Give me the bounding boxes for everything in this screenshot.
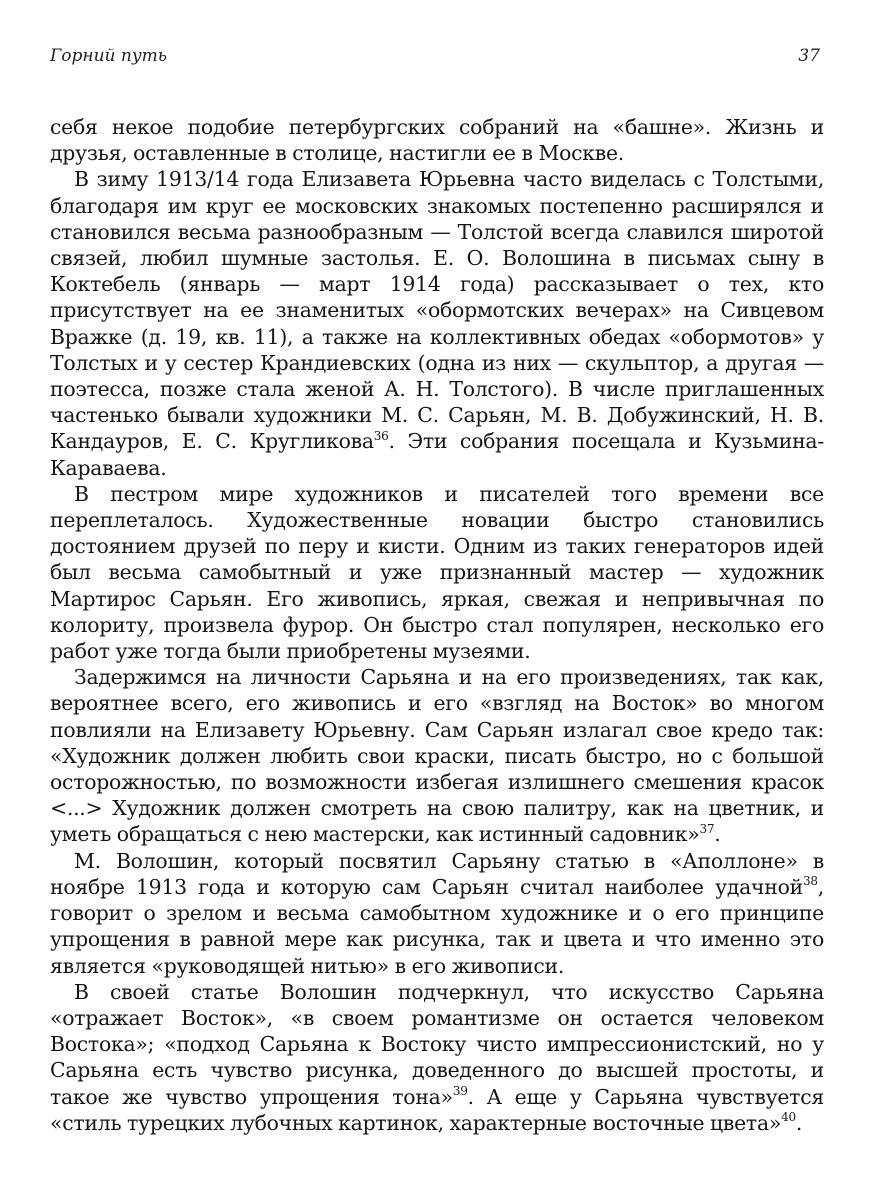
running-head-title: Горний путь: [50, 46, 168, 66]
paragraph-text: В зиму 1913/14 года Елизавета Юрьевна часто виделась с Толстыми, благодаря им круг ее московских знакомых постепенно расширялся и становился весьма разнообразным — Толстой всегда славился широтой связей, любил шумные застолья. Е. О. Волошина в письмах сыну в Коктебель (январь — март 1914 года) рассказывает о тех, кто присутствует на ее знаменитых «обормотских вечерах» на Сивцевом Вражке (д. 19, кв. 11), а также на коллективных обедах «обормотов» у Толстых и у сестер Крандиевских (одна из них — скульптор, а другая — поэтесса, позже стала женой А. Н. Толстого). В числе приглашенных частенько бывали художники М. С. Сарьян, М. В. Добужинский, Н. В. Кандауров, Е. С. Кругликова: [50, 167, 824, 454]
paragraph-text: М. Волошин, который посвятил Сарьяну статью в «Аполлоне» в ноябре 1913 года и которую сам Сарьян считал наиболее удачной: [50, 848, 824, 899]
paragraph-1: [50, 114, 824, 166]
paragraph-text: себя некое подобие петербургских собраний на «башне». Жизнь и друзья, оставленные в столице, настигли ее в Москве.: [50, 115, 824, 166]
paragraph-text: . А еще у Сарьяна чувствуется «стиль турецких лубочных картинок, характерные восточные цвета»: [50, 1084, 824, 1135]
paragraph-text: В своей статье Волошин подчеркнул, что искусство Сарьяна «отражает Восток», «в своем романтизме он остается человеком Востока»; «подход Сарьяна к Востоку чисто импрессионистский, но у Сарьяна есть чувство рисунка, доведенного до высшей простоты, и такое же чувство упрощения тона»: [50, 979, 824, 1109]
footnote-ref: 40: [781, 1109, 796, 1124]
paragraph-text: . Эти собрания посещала и Кузьмина-Караваева.: [50, 429, 824, 480]
footnote-ref: 36: [373, 428, 389, 443]
paragraph-6: [50, 979, 824, 1136]
body-text: [50, 114, 824, 1136]
paragraph-3: [50, 481, 824, 664]
running-head: [50, 46, 820, 72]
paragraph-2: [50, 166, 824, 480]
footnote-ref: 37: [699, 821, 715, 836]
paragraph-text: .: [714, 822, 721, 847]
paragraph-text: Задержимся на личности Сарьяна и на его произведениях, так как, вероятнее всего, его живопись и его «взгляд на Восток» во многом повлияли на Елизавету Юрьевну. Сам Сарьян излагал свое кредо так: «Художник должен любить свои краски, писать быстро, но с большой осторожностью, по возможности избегая излишнего смешения красок <...> Художник должен смотреть на свою палитру, как на цветник, и уметь обращаться с нею мастерски, как истинный садовник»: [50, 665, 824, 847]
paragraph-5: [50, 848, 824, 979]
paragraph-text: В пестром мире художников и писателей того времени все переплеталось. Художественные новации быстро становились достоянием друзей по перу и кисти. Одним из таких генераторов идей был весьма самобытный и уже признанный мастер — художник Мартирос Сарьян. Его живопись, яркая, свежая и непривычная по колориту, произвела фурор. Он быстро стал популярен, несколько его работ уже тогда были приобретены музеями.: [50, 481, 824, 664]
footnote-ref: 39: [452, 1083, 468, 1098]
footnote-ref: 38: [802, 874, 818, 889]
page-number: 37: [798, 46, 820, 66]
paragraph-text: , говорит о зрелом и весьма самобытном художнике и о его принципе упрощения в равной мере как рисунка, так и цвета и что именно это является «руководящей нитью» в его живописи.: [50, 874, 824, 978]
paragraph-4: [50, 664, 824, 847]
paragraph-text: .: [795, 1110, 803, 1135]
